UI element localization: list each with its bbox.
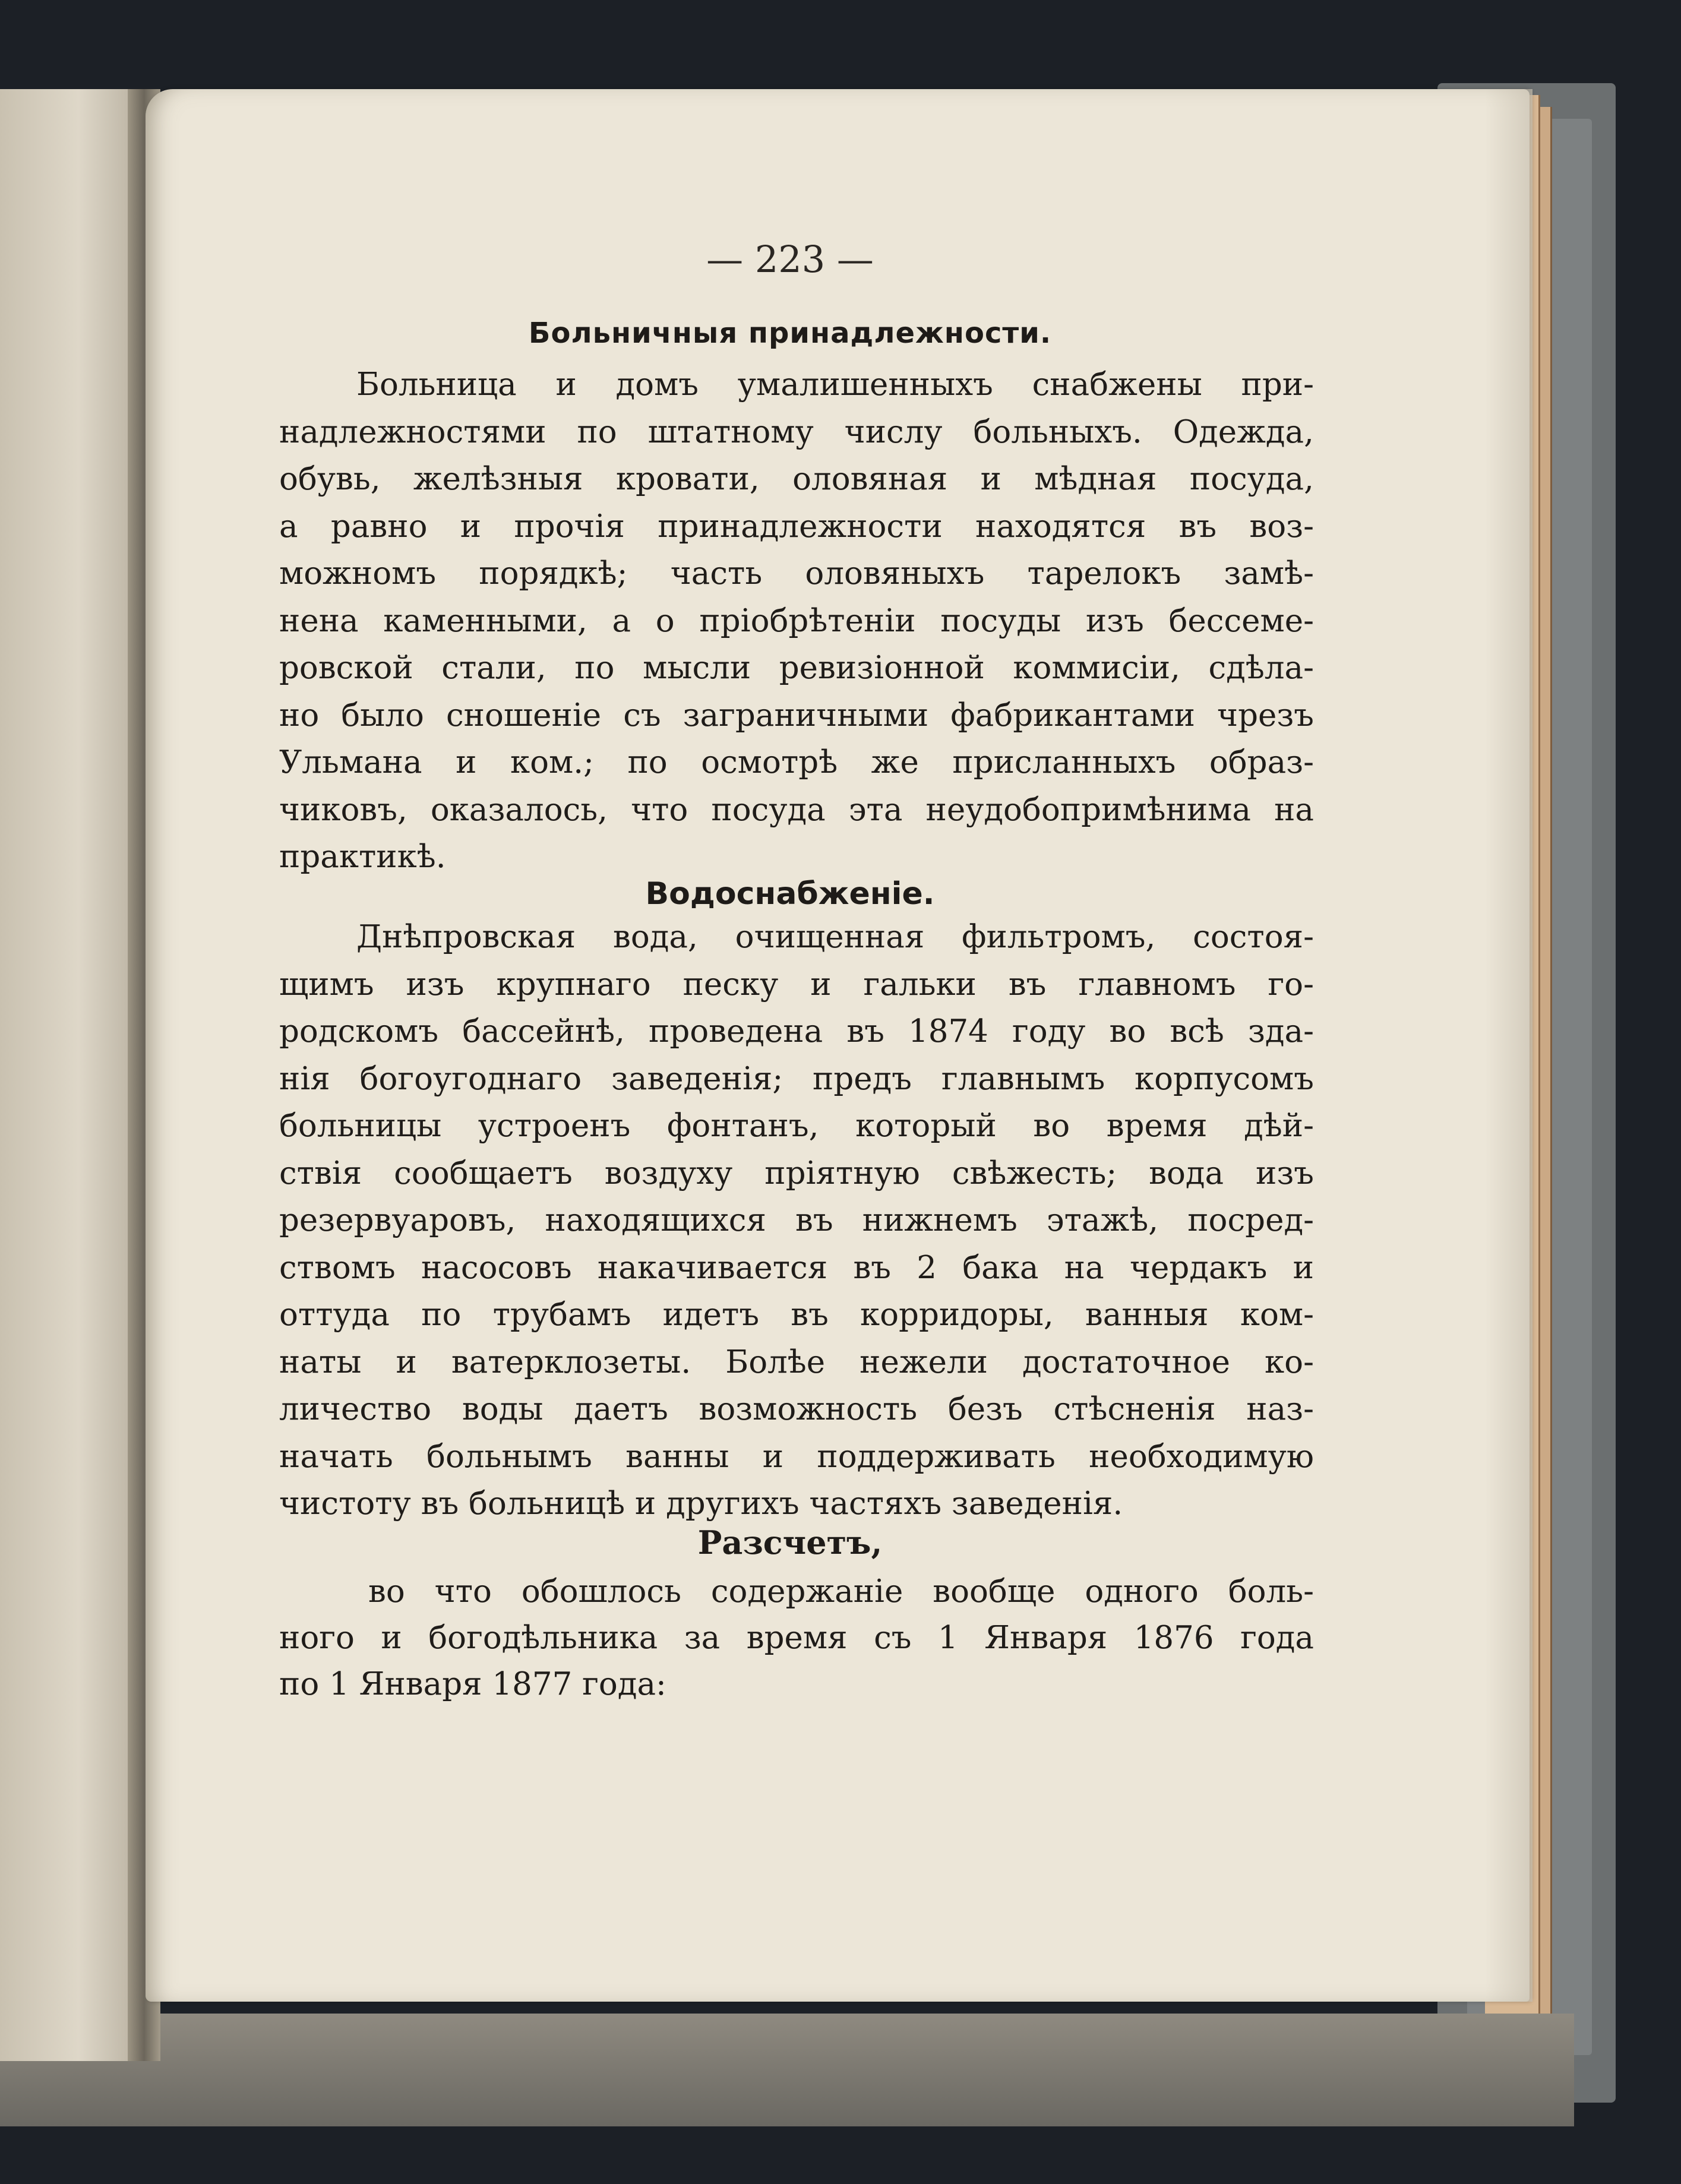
text-line: наты и ватерклозеты. Болѣе нежели достаточное ко-	[279, 1344, 1314, 1380]
book-bottom-edge	[0, 2014, 1574, 2126]
section-heading-calculation: Разсчетъ,	[697, 1524, 883, 1562]
text-line: ного и богодѣльника за время съ 1 Января 1876 года	[279, 1620, 1314, 1656]
text-line: ствомъ насосовъ накачивается въ 2 бака на чердакъ и	[279, 1249, 1314, 1286]
text-line: чиковъ, оказалось, что посуда эта неудобопримѣнима на	[279, 791, 1314, 828]
text-line: чистоту въ больницѣ и другихъ частяхъ заведенія.	[279, 1486, 1123, 1522]
text-line: Больница и домъ умалишенныхъ снабжены при-	[356, 366, 1314, 403]
text-line: Днѣпровская вода, очищенная фильтромъ, состоя-	[356, 919, 1314, 955]
text-line: нена каменными, а о пріобрѣтеніи посуды изъ бессеме-	[279, 602, 1314, 639]
left-page-fragment	[0, 89, 143, 2061]
text-line: обувь, желѣзныя кровати, оловяная и мѣдная посуда,	[279, 461, 1314, 497]
text-line: во что обошлось содержаніе вообще одного боль-	[368, 1573, 1314, 1610]
text-line: нія богоугоднаго заведенія; предъ главнымъ корпусомъ	[279, 1060, 1314, 1097]
text-line: практикѣ.	[279, 839, 446, 875]
text-line: личество воды даетъ возможность безъ стѣсненія наз-	[279, 1391, 1314, 1427]
text-line: можномъ порядкѣ; часть оловяныхъ тарелокъ замѣ-	[279, 555, 1314, 592]
section-heading-hospital-supplies: Больничныя принадлежности.	[528, 317, 1052, 350]
text-line: оттуда по трубамъ идетъ въ корридоры, ванныя ком-	[279, 1297, 1314, 1333]
section-heading-water-supply: Водоснабженіе.	[645, 876, 935, 912]
text-line: ровской стали, по мысли ревизіонной коммисіи, сдѣла-	[279, 650, 1314, 686]
text-line: больницы устроенъ фонтанъ, который во время дѣй-	[279, 1108, 1314, 1144]
text-line: щимъ изъ крупнаго песку и гальки въ главномъ го-	[279, 966, 1314, 1003]
text-line: ствія сообщаетъ воздуху пріятную свѣжесть; вода изъ	[279, 1155, 1314, 1191]
text-line: но было сношеніе съ заграничными фабрикантами чрезъ	[279, 697, 1314, 734]
text-line: а равно и прочія принадлежности находятся въ воз-	[279, 508, 1314, 545]
text-line: по 1 Января 1877 года:	[279, 1666, 666, 1702]
text-line: Ульмана и ком.; по осмотрѣ же присланныхъ образ-	[279, 744, 1314, 780]
text-line: резервуаровъ, находящихся въ нижнемъ этажѣ, посред-	[279, 1202, 1314, 1238]
text-line: родскомъ бассейнѣ, проведена въ 1874 году во всѣ зда-	[279, 1013, 1314, 1050]
text-line: начать больнымъ ванны и поддерживать необходимую	[279, 1438, 1314, 1475]
text-line: надлежностями по штатному числу больныхъ. Одежда,	[279, 413, 1314, 450]
page-number: — 223 —	[706, 238, 874, 281]
page-edge-shadow	[1485, 89, 1533, 2002]
